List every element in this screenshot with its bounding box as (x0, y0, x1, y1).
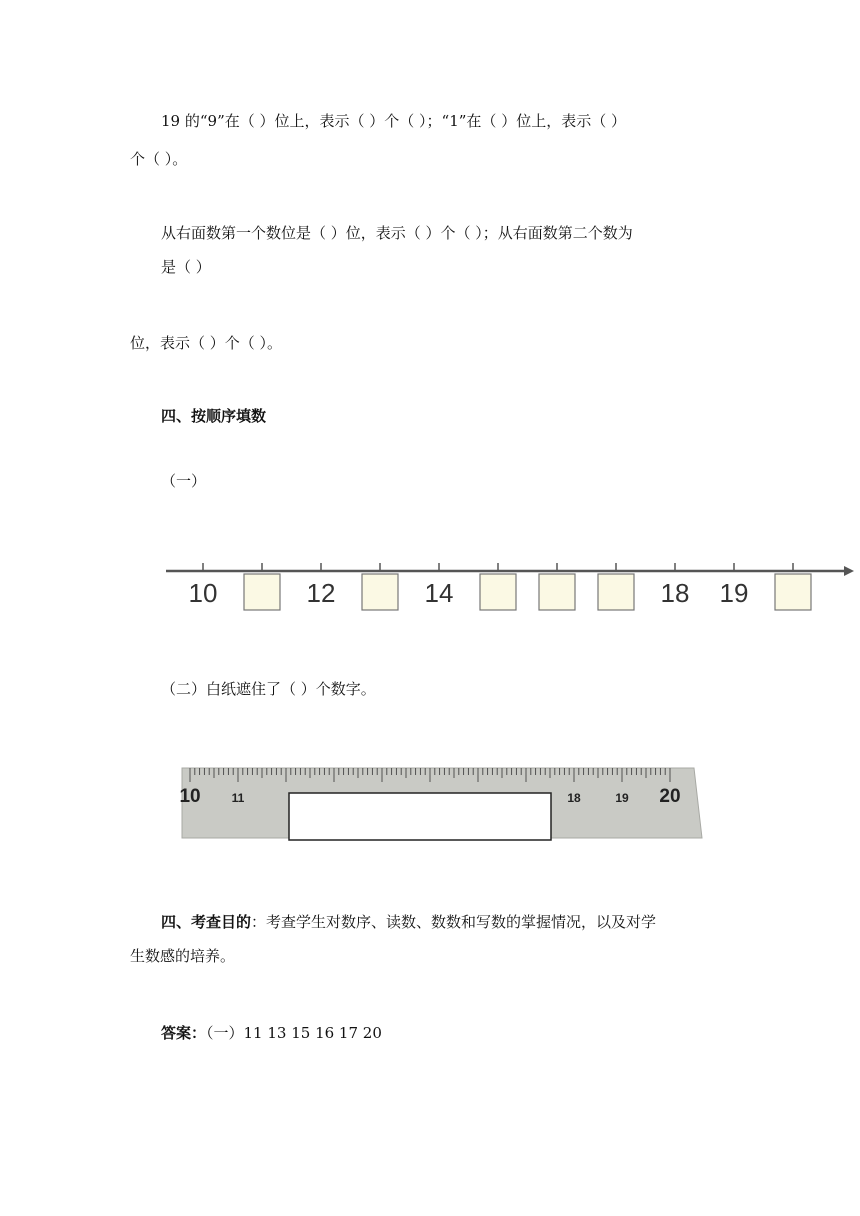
q3-line-2: 个（ ）。 (130, 150, 188, 168)
number-line (160, 548, 860, 620)
ruler-label: 10 (179, 786, 201, 807)
white-paper-cover (289, 793, 551, 840)
answer-text: （一）11 13 15 16 17 20 (206, 1024, 382, 1042)
purpose-label: 四、考查目的 (161, 913, 252, 931)
ruler-label: 20 (659, 786, 681, 807)
number-line-blank-box[interactable] (362, 574, 398, 610)
q3-line-3: 从右面数第一个数位是（ ）位，表示（ ）个（ ）；从右面数第二个数为 (161, 224, 633, 242)
number-line-blank-box[interactable] (598, 574, 634, 610)
purpose-text: ：考查学生对数序、读数、数数和写数的掌握情况，以及对学 (251, 913, 657, 931)
part-one-label: （一） (161, 472, 207, 490)
q3-line-5: 位，表示（ ）个（ ）。 (130, 334, 283, 352)
number-line-blank-box[interactable] (244, 574, 280, 610)
number-line-label: 19 (719, 578, 749, 608)
number-line-label: 18 (660, 578, 690, 608)
number-line-arrow-icon (844, 566, 854, 576)
number-line-blank-box[interactable] (480, 574, 516, 610)
number-line-label: 14 (424, 578, 454, 608)
purpose-line-2: 生数感的培养。 (130, 947, 236, 965)
answer-line (161, 1023, 382, 1043)
ruler-label: 19 (615, 791, 629, 805)
answer-label: 答案： (161, 1024, 207, 1042)
number-line-label: 12 (306, 578, 336, 608)
part-two-label: （二）白纸遮住了（ ）个数字。 (161, 680, 376, 698)
ruler-label: 18 (567, 791, 581, 805)
ruler-image (179, 764, 706, 844)
ruler-label: 11 (231, 791, 245, 805)
q3-line-4: 是（ ） (161, 258, 211, 276)
number-line-blank-box[interactable] (775, 574, 811, 610)
q3-line-1: 19 的“9”在（ ）位上，表示（ ）个（ ）；“1”在（ ）位上，表示（ ） (161, 112, 626, 130)
number-line-blank-box[interactable] (539, 574, 575, 610)
section-heading: 四、按顺序填数 (161, 407, 267, 425)
number-line-label: 10 (188, 578, 218, 608)
purpose-line-1 (161, 912, 656, 932)
